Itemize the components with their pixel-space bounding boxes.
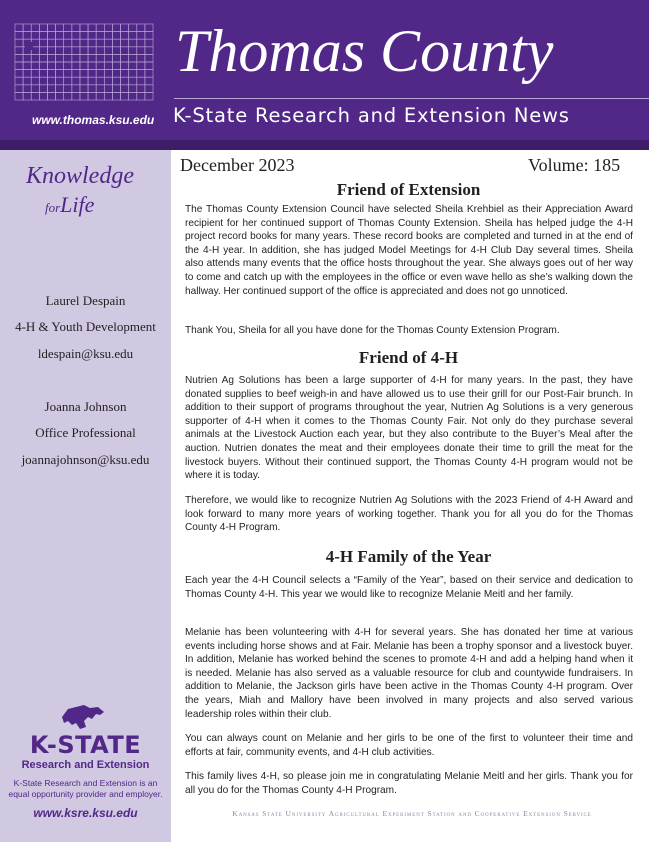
county-cell bbox=[129, 85, 137, 93]
county-cell bbox=[80, 47, 88, 55]
county-cell bbox=[47, 32, 55, 40]
county-cell bbox=[96, 47, 104, 55]
county-cell bbox=[47, 47, 55, 55]
county-cell bbox=[88, 54, 96, 62]
county-cell bbox=[129, 24, 137, 32]
county-cell bbox=[104, 92, 112, 100]
county-cell bbox=[112, 39, 120, 47]
contact1-role: 4-H & Youth Development bbox=[15, 319, 156, 334]
county-cell bbox=[80, 92, 88, 100]
county-cell bbox=[56, 24, 64, 32]
county-cell bbox=[15, 62, 23, 70]
article-title-family-of-year: 4-H Family of the Year bbox=[325, 547, 492, 566]
county-cell bbox=[96, 85, 104, 93]
county-cell bbox=[129, 92, 137, 100]
county-cell bbox=[96, 39, 104, 47]
county-cell bbox=[47, 70, 55, 78]
issue-volume: Volume: 185 bbox=[528, 155, 621, 175]
county-cell bbox=[64, 85, 72, 93]
county-cell bbox=[15, 39, 23, 47]
website-url[interactable]: www.thomas.ksu.edu bbox=[32, 113, 155, 127]
county-cell bbox=[15, 70, 23, 78]
county-cell bbox=[137, 70, 145, 78]
county-cell bbox=[88, 47, 96, 55]
county-cell bbox=[145, 47, 153, 55]
county-cell bbox=[31, 70, 39, 78]
county-cell bbox=[39, 70, 47, 78]
county-cell bbox=[104, 85, 112, 93]
article-title-friend-of-extension: Friend of Extension bbox=[336, 180, 481, 199]
county-cell bbox=[15, 32, 23, 40]
county-cell bbox=[56, 77, 64, 85]
county-cell bbox=[137, 24, 145, 32]
county-cell bbox=[31, 92, 39, 100]
county-cell bbox=[80, 39, 88, 47]
county-cell bbox=[39, 32, 47, 40]
county-cell bbox=[23, 85, 31, 93]
county-cell bbox=[72, 85, 80, 93]
county-cell bbox=[129, 70, 137, 78]
county-cell bbox=[137, 85, 145, 93]
county-cell bbox=[15, 24, 23, 32]
county-cell bbox=[121, 39, 129, 47]
contact2-email[interactable]: joannajohnson@ksu.edu bbox=[21, 452, 150, 467]
newsletter-subtitle: K-State Research and Extension News bbox=[173, 104, 570, 127]
county-cell bbox=[47, 85, 55, 93]
county-cell bbox=[23, 32, 31, 40]
county-cell bbox=[137, 47, 145, 55]
county-cell bbox=[39, 54, 47, 62]
county-cell bbox=[31, 85, 39, 93]
county-cell bbox=[88, 32, 96, 40]
county-cell bbox=[72, 24, 80, 32]
county-cell bbox=[56, 70, 64, 78]
county-cell bbox=[104, 62, 112, 70]
ksre-url[interactable]: www.ksre.ksu.edu bbox=[33, 806, 138, 820]
county-cell bbox=[112, 24, 120, 32]
county-cell bbox=[145, 92, 153, 100]
county-cell bbox=[56, 85, 64, 93]
county-cell bbox=[145, 24, 153, 32]
county-cell bbox=[145, 39, 153, 47]
county-cell bbox=[112, 62, 120, 70]
county-cell bbox=[31, 62, 39, 70]
county-cell bbox=[23, 77, 31, 85]
county-cell bbox=[121, 92, 129, 100]
county-cell bbox=[104, 39, 112, 47]
county-cell bbox=[80, 62, 88, 70]
contact2-role: Office Professional bbox=[35, 425, 136, 440]
county-cell bbox=[104, 32, 112, 40]
kansas-county-map bbox=[13, 22, 156, 102]
county-cell bbox=[96, 92, 104, 100]
wildcat-logo-icon bbox=[58, 703, 106, 731]
county-cell bbox=[137, 32, 145, 40]
county-cell bbox=[121, 77, 129, 85]
county-cell bbox=[145, 77, 153, 85]
county-cell bbox=[80, 77, 88, 85]
county-cell bbox=[104, 47, 112, 55]
article-title-friend-of-4h: Friend of 4-H bbox=[358, 348, 459, 367]
thomas-county-marker bbox=[25, 42, 33, 50]
county-cell bbox=[121, 32, 129, 40]
county-cell bbox=[72, 32, 80, 40]
county-cell bbox=[112, 47, 120, 55]
county-cell bbox=[137, 92, 145, 100]
county-cell bbox=[129, 39, 137, 47]
county-cell bbox=[47, 54, 55, 62]
county-cell bbox=[15, 47, 23, 55]
county-cell bbox=[47, 24, 55, 32]
county-cell bbox=[121, 70, 129, 78]
article1-paragraph-2: Thank You, Sheila for all you have done for the Thomas County Extension Program. bbox=[185, 325, 560, 336]
tagline-knowledge: Knowledge bbox=[26, 163, 134, 189]
county-cell bbox=[56, 92, 64, 100]
county-cell bbox=[80, 24, 88, 32]
county-cell bbox=[39, 92, 47, 100]
county-cell bbox=[121, 47, 129, 55]
county-cell bbox=[72, 70, 80, 78]
county-cell bbox=[112, 77, 120, 85]
county-cell bbox=[47, 77, 55, 85]
county-cell bbox=[23, 24, 31, 32]
county-cell bbox=[112, 85, 120, 93]
county-cell bbox=[72, 77, 80, 85]
county-cell bbox=[64, 54, 72, 62]
county-cell bbox=[145, 54, 153, 62]
county-cell bbox=[64, 24, 72, 32]
county-cell bbox=[47, 62, 55, 70]
county-cell bbox=[31, 77, 39, 85]
county-cell bbox=[47, 92, 55, 100]
county-cell bbox=[64, 62, 72, 70]
county-cell bbox=[121, 85, 129, 93]
county-cell bbox=[15, 92, 23, 100]
county-cell bbox=[137, 62, 145, 70]
county-cell bbox=[129, 32, 137, 40]
county-cell bbox=[88, 77, 96, 85]
article3-paragraph-4: This family lives 4-H, so please join me in congratulating Melanie Meitl and her girls. Thank you for all you do for the Thomas County 4-H Program. bbox=[185, 771, 633, 796]
county-cell bbox=[88, 85, 96, 93]
county-cell bbox=[129, 77, 137, 85]
county-cell bbox=[56, 32, 64, 40]
county-cell bbox=[23, 54, 31, 62]
county-cell bbox=[23, 70, 31, 78]
county-cell bbox=[129, 47, 137, 55]
county-cell bbox=[96, 32, 104, 40]
tagline-for: for bbox=[45, 200, 61, 215]
county-cell bbox=[96, 62, 104, 70]
county-cell bbox=[31, 24, 39, 32]
county-cell bbox=[56, 39, 64, 47]
county-cell bbox=[72, 62, 80, 70]
article3-paragraph-2: Melanie has been volunteering with 4-H for several years. She has donated her time at various events including horse shows and at Fair. Melanie has been a trophy sponsor and a livestock buyer. In addition, Melanie has worked behind the scenes to promote 4-H and add a helping hand when it is needed. Melanie has also served as a valuable resource for club and countywide fundraisers. In addition to Melanie, the Jackson girls have been active in the Thomas County 4-H program. Over the years, Miah and Mallory have been involved in many projects and also served various leadership roles within their club. bbox=[185, 627, 633, 720]
kstate-logo-text: K-STATE bbox=[29, 731, 142, 759]
county-cell bbox=[145, 62, 153, 70]
county-cell bbox=[64, 32, 72, 40]
county-cell bbox=[129, 54, 137, 62]
county-cell bbox=[64, 70, 72, 78]
county-cell bbox=[145, 85, 153, 93]
county-cell bbox=[88, 70, 96, 78]
county-cell bbox=[88, 24, 96, 32]
county-cell bbox=[104, 70, 112, 78]
county-cell bbox=[39, 62, 47, 70]
county-cell bbox=[121, 62, 129, 70]
newsletter-title: Thomas County bbox=[175, 18, 554, 84]
county-cell bbox=[72, 47, 80, 55]
county-cell bbox=[23, 92, 31, 100]
research-extension-label: Research and Extension bbox=[21, 759, 150, 771]
county-cell bbox=[80, 54, 88, 62]
article1-paragraph-1: The Thomas County Extension Council have selected Sheila Krehbiel as their Appreciation Award recipient for her continued support of Thomas County Extension. Sheila has helped judge the 4-H project record books for many years. These record books are completed and turned in at the end of the 4-H year. In addition, she has judged Model Meetings for 4-H Club Day several times. Sheila also attends many events that the office hosts throughout the year. She always goes out of her way to come and catch up with the employees in the office or even wave hello as she’s walking down the hallway. Her continued support of the office is appreciated and does not go unnoticed. bbox=[185, 204, 633, 297]
county-cell bbox=[72, 92, 80, 100]
article3-paragraph-1: Each year the 4-H Council selects a “Family of the Year”, based on their service and dedication to Thomas County 4-H. This year we would like to recognize Melanie Meitl and her family. bbox=[185, 575, 633, 600]
footer-institution: Kansas State University Agricultural Experiment Station and Cooperative Extension Service bbox=[232, 809, 592, 818]
county-cell bbox=[39, 24, 47, 32]
county-cell bbox=[80, 70, 88, 78]
county-cell bbox=[96, 54, 104, 62]
contact2-name: Joanna Johnson bbox=[44, 399, 127, 414]
county-cell bbox=[80, 32, 88, 40]
county-cell bbox=[112, 70, 120, 78]
county-cell bbox=[96, 24, 104, 32]
county-cell bbox=[56, 62, 64, 70]
county-cell bbox=[88, 92, 96, 100]
article2-paragraph-2: Therefore, we would like to recognize Nutrien Ag Solutions with the 2023 Friend of 4-H Award and look forward to many more years of working together. Thank you for all you do for the Thomas County 4-H Program. bbox=[185, 495, 633, 534]
county-cell bbox=[137, 54, 145, 62]
county-cell bbox=[39, 39, 47, 47]
county-cell bbox=[96, 70, 104, 78]
county-cell bbox=[104, 54, 112, 62]
county-cell bbox=[88, 62, 96, 70]
county-cell bbox=[64, 92, 72, 100]
county-cell bbox=[64, 39, 72, 47]
county-cell bbox=[129, 62, 137, 70]
county-cell bbox=[112, 32, 120, 40]
county-cell bbox=[15, 85, 23, 93]
county-cell bbox=[56, 47, 64, 55]
county-cell bbox=[80, 85, 88, 93]
county-cell bbox=[121, 54, 129, 62]
tagline-for-life bbox=[45, 192, 94, 218]
article2-paragraph-1: Nutrien Ag Solutions has been a large supporter of 4-H for many years. In the past, they have donated supplies to beef weigh-in and have allowed us to use their grill for our Post-Fair brunch. In addition to their support of programs throughout the year, Nutrien Ag Solutions is a very generous supporter of 4-H when it comes to the Thomas County Fair. Not only do they purchase several animals at the Livestock Auction each year, but they also contribute to the Buyer’s Meal after the auction. Nutrien donates the meat and their employees donate their time to grill the meat for the livestock buyers. Without their continued support, the Thomas County 4-H program would not be where it is today. bbox=[185, 375, 633, 482]
county-cell bbox=[104, 24, 112, 32]
tagline-life: Life bbox=[60, 192, 95, 217]
county-cell bbox=[39, 47, 47, 55]
county-cell bbox=[137, 39, 145, 47]
county-cell bbox=[23, 62, 31, 70]
county-cell bbox=[145, 70, 153, 78]
county-cell bbox=[112, 92, 120, 100]
masthead-stripe bbox=[0, 140, 649, 150]
county-cell bbox=[137, 77, 145, 85]
county-cell bbox=[121, 24, 129, 32]
article3-paragraph-3: You can always count on Melanie and her girls to be one of the first to volunteer their time and efforts at fair, community events, and 4-H club activities. bbox=[185, 733, 633, 758]
county-cell bbox=[72, 39, 80, 47]
county-cell bbox=[64, 77, 72, 85]
county-cell bbox=[112, 54, 120, 62]
county-cell bbox=[39, 77, 47, 85]
county-cell bbox=[31, 32, 39, 40]
contact1-name: Laurel Despain bbox=[45, 293, 126, 308]
county-cell bbox=[31, 54, 39, 62]
county-cell bbox=[88, 39, 96, 47]
county-cell bbox=[56, 54, 64, 62]
equal-opportunity-statement: K-State Research and Extension is an equal opportunity provider and employer. bbox=[8, 778, 163, 799]
contact1-email[interactable]: ldespain@ksu.edu bbox=[37, 346, 134, 361]
title-divider bbox=[174, 98, 649, 99]
county-cell bbox=[96, 77, 104, 85]
county-cell bbox=[15, 77, 23, 85]
county-cell bbox=[145, 32, 153, 40]
county-cell bbox=[64, 47, 72, 55]
county-cell bbox=[15, 54, 23, 62]
issue-date: December 2023 bbox=[180, 155, 295, 175]
county-cell bbox=[39, 85, 47, 93]
county-cell bbox=[72, 54, 80, 62]
county-cell bbox=[47, 39, 55, 47]
county-cell bbox=[104, 77, 112, 85]
